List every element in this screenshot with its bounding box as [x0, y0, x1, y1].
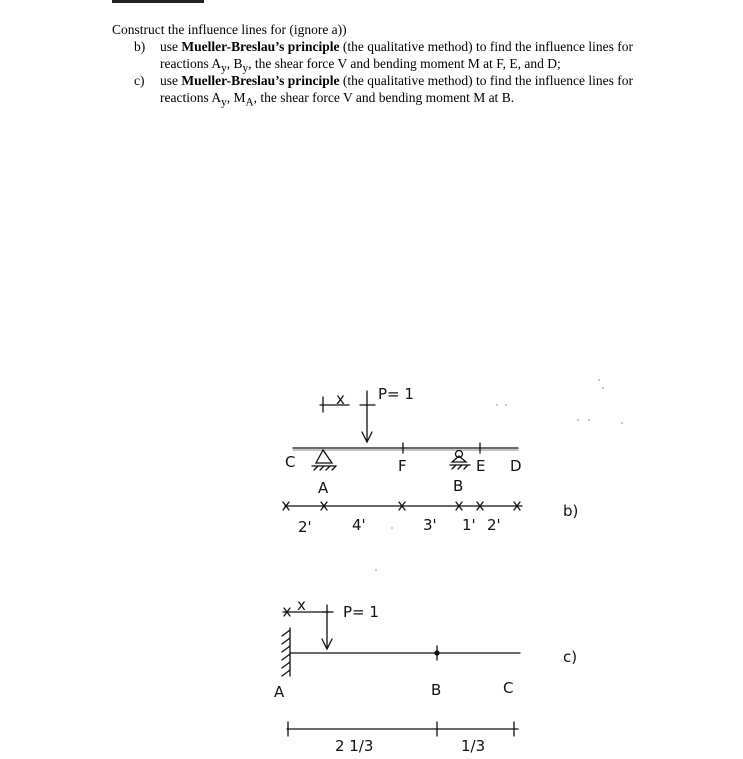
item-text-part: use	[160, 73, 182, 88]
subscript: A	[245, 96, 254, 109]
dim-2-1-3: 2 1/3	[335, 737, 374, 755]
part-label-c: c)	[563, 648, 578, 666]
item-text-part: (the qualitative method) to find the influence lines for	[339, 39, 634, 54]
load-label-b: P= 1	[378, 385, 414, 403]
part-label-b: b)	[563, 502, 579, 520]
subscript: y	[221, 62, 227, 75]
label-c: C	[285, 453, 296, 471]
item-text-part: use	[160, 39, 182, 54]
label-a: A	[318, 479, 329, 497]
item-text-part: reactions A	[160, 89, 222, 105]
principle-name: Mueller-Breslau’s principle	[181, 73, 340, 88]
item-text-part: , the shear force V and bending moment M at F, E, and D;	[248, 55, 561, 71]
dim-2: 2'	[298, 518, 312, 536]
item-label: b)	[134, 39, 146, 54]
item-label: c)	[134, 73, 145, 88]
pin-support-a-icon	[316, 450, 332, 463]
load-label-c: P= 1	[343, 603, 379, 621]
dim-1-3: 1/3	[461, 737, 486, 755]
scan-specks	[375, 379, 623, 571]
item-text-part: (the qualitative method) to find the influence lines for	[339, 73, 634, 88]
dim-3: 3'	[423, 516, 437, 534]
subscript: y	[242, 62, 249, 75]
dim-2b: 2'	[487, 516, 501, 534]
wall-hatch	[282, 630, 290, 676]
item-text-part: , M	[226, 89, 246, 105]
subscript: y	[221, 96, 227, 109]
dim-1: 1'	[462, 516, 476, 534]
point-b	[435, 651, 439, 655]
dim-4: 4'	[352, 516, 366, 534]
item-text-part: , B	[226, 55, 243, 71]
label-d: D	[510, 457, 522, 475]
label-b: B	[453, 477, 464, 495]
principle-name: Mueller-Breslau’s principle	[181, 39, 340, 54]
label-b-c: B	[431, 681, 442, 699]
label-f: F	[398, 457, 407, 475]
label-e: E	[476, 457, 486, 475]
label-a-c: A	[274, 683, 285, 701]
label-c-c: C	[503, 679, 514, 697]
item-text-part: reactions A	[160, 55, 222, 71]
problem-intro: Construct the influence lines for (ignore a))	[112, 22, 347, 37]
x-label-b: x	[336, 390, 345, 408]
x-label-c: x	[297, 596, 306, 614]
item-text-part: , the shear force V and bending moment M at B.	[253, 89, 515, 105]
